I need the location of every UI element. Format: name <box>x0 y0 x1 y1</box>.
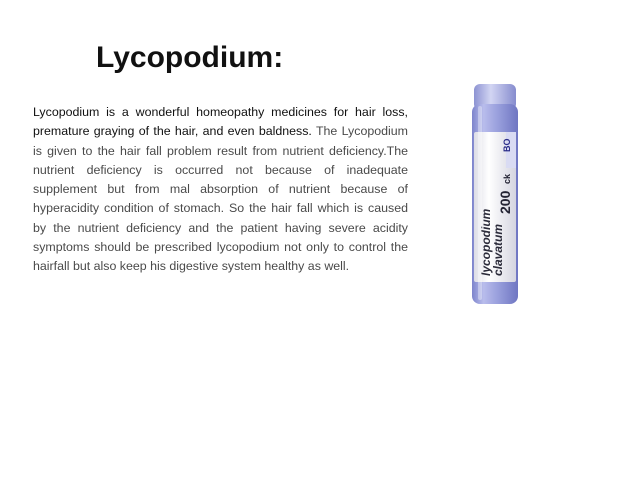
slide-title: Lycopodium: <box>96 41 284 74</box>
vial-dose-text: 200 <box>497 190 513 214</box>
vial-highlight <box>478 106 482 300</box>
vial-svg <box>448 80 544 308</box>
vial-dose-unit: ck <box>502 173 512 184</box>
vial-label-line-1: lycopodium <box>479 208 493 276</box>
vial-label-line-2: clavatum <box>491 223 505 276</box>
paragraph-part-1: Lycopodium is a wonderful homeopathy medicines for hair loss, premature graying of the hair, and even baldness. <box>33 105 408 139</box>
homeopathy-vial-image <box>448 80 544 308</box>
slide-body-paragraph <box>33 103 408 277</box>
paragraph-part-2: The Lycopodium is given to the hair fall problem result from nutrient deficiency.The nutrient deficiency is occurred not because of inadequate supplement but from mal absorption of nutrient because of hyperacidity condition of stomach. So the hair fall which is caused by the nutrient deficiency and the patient having severe acidity symptoms should be prescribed lycopodium not only to control the hairfall but also keep his digestive system healthy as well. <box>33 124 408 274</box>
vial-brand-text: BO <box>502 138 512 152</box>
